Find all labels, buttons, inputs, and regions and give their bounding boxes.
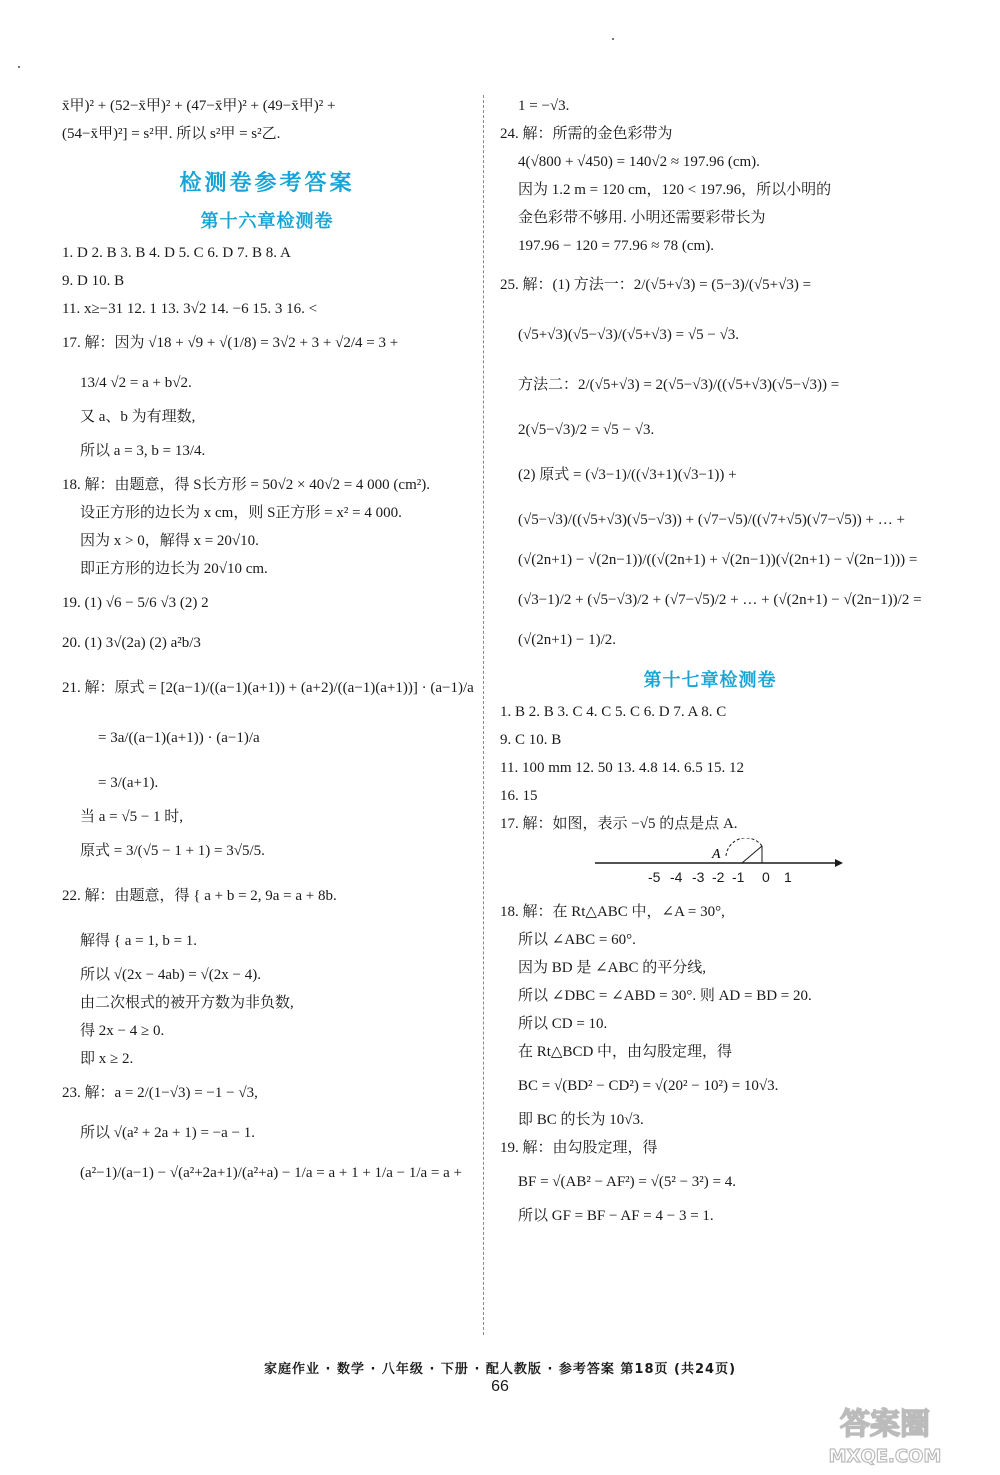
answer-line: 17. 解：因为 √18 + √9 + √(1/8) = 3√2 + 3 + √2/4 = 3 + bbox=[62, 335, 399, 351]
answer-line: 21. 解：原式 = [2(a−1)/((a−1)(a+1)) + (a+2)/((a−1)(a+1))] · (a−1)/a bbox=[62, 680, 474, 696]
hypotenuse-line bbox=[742, 846, 762, 863]
text-line: 197.96 − 120 = 77.96 ≈ 78 (cm). bbox=[518, 238, 714, 254]
answer-line: 因为 BD 是 ∠ABC 的平分线, bbox=[518, 960, 706, 976]
point-a-label: A bbox=[712, 847, 721, 862]
answer-line: 在 Rt△BCD 中，由勾股定理，得 bbox=[518, 1044, 733, 1060]
answer-line: 1. B 2. B 3. C 4. C 5. C 6. D 7. A 8. C bbox=[500, 704, 727, 720]
answer-line: 9. C 10. B bbox=[500, 732, 562, 748]
page-footer: 家庭作业 · 数学 · 八年级 · 下册 · 配人教版 · 参考答案 第18页 (共24页) bbox=[263, 1362, 737, 1377]
answer-line: 19. 解：由勾股定理，得 bbox=[500, 1140, 658, 1156]
answer-line: 当 a = √5 − 1 时, bbox=[80, 809, 184, 825]
answer-line: 又 a、b 为有理数, bbox=[80, 409, 196, 425]
text-line: (√(2n+1) − √(2n−1))/((√(2n+1) + √(2n−1))(√(2n+1) − √(2n−1))) = bbox=[518, 552, 918, 568]
answer-line: 即 x ≥ 2. bbox=[80, 1051, 134, 1067]
answer-line: 设正方形的边长为 x cm，则 S正方形 = x² = 4 000. bbox=[80, 505, 402, 521]
answer-line: = 3/(a+1). bbox=[98, 775, 159, 791]
answer-line: 18. 解：在 Rt△ABC 中，∠A = 30°, bbox=[500, 904, 725, 920]
chapter16-heading: 第十六章检测卷 bbox=[200, 211, 334, 232]
answer-line: 由二次根式的被开方数为非负数, bbox=[80, 995, 294, 1011]
answer-line: 11. 100 mm 12. 50 13. 4.8 14. 6.5 15. 12 bbox=[500, 760, 745, 776]
answer-line: 19. (1) √6 − 5/6 √3 (2) 2 bbox=[62, 595, 209, 611]
answer-line: 所以 ∠ABC = 60°. bbox=[518, 932, 636, 948]
text-line: 2(√5−√3)/2 = √5 − √3. bbox=[518, 422, 655, 438]
text-line: (√3−1)/2 + (√5−√3)/2 + (√7−√5)/2 + … + (√(2n+1) − √(2n−1))/2 = bbox=[518, 592, 922, 608]
answer-line: 所以 GF = BF − AF = 4 − 3 = 1. bbox=[518, 1208, 714, 1224]
left-column bbox=[62, 92, 472, 1193]
watermark-logo bbox=[800, 1400, 970, 1470]
scan-dot bbox=[18, 66, 20, 68]
tick-label: -3 bbox=[692, 869, 705, 885]
right-column bbox=[500, 92, 920, 1230]
answer-line: 1. D 2. B 3. B 4. D 5. C 6. D 7. B 8. A bbox=[62, 245, 291, 261]
answer-line: 23. 解：a = 2/(1−√3) = −1 − √3, bbox=[62, 1085, 258, 1101]
answer-line: 16. 15 bbox=[500, 788, 538, 804]
text-line: 25. 解：(1) 方法一：2/(√5+√3) = (5−3)/(√5+√3) = bbox=[500, 277, 812, 293]
page-number: 66 bbox=[491, 1378, 509, 1395]
answer-line: 18. 解：由题意，得 S长方形 = 50√2 × 40√2 = 4 000 (cm²). bbox=[62, 477, 430, 493]
compass-arc bbox=[726, 838, 762, 856]
arrow-head-icon bbox=[835, 859, 843, 867]
answer-line: 所以 √(a² + 2a + 1) = −a − 1. bbox=[80, 1125, 255, 1141]
text-line: (√5+√3)(√5−√3)/(√5+√3) = √5 − √3. bbox=[518, 327, 740, 343]
text-line: x̄甲)² + (52−x̄甲)² + (47−x̄甲)² + (49−x̄甲)² + bbox=[62, 98, 336, 114]
answer-line: 11. x≥−31 12. 1 13. 3√2 14. −6 15. 3 16. < bbox=[62, 301, 318, 317]
answer-line: = 3a/((a−1)(a+1)) · (a−1)/a bbox=[98, 730, 260, 746]
main-heading: 检测卷参考答案 bbox=[179, 171, 355, 196]
tick-label: -4 bbox=[670, 869, 683, 885]
answer-line: 即正方形的边长为 20√10 cm. bbox=[80, 561, 268, 577]
column-divider bbox=[483, 95, 484, 1335]
answer-line: 得 2x − 4 ≥ 0. bbox=[80, 1023, 165, 1039]
text-line: 1 = −√3. bbox=[518, 98, 570, 114]
text-line: (54−x̄甲)²] = s²甲. 所以 s²甲 = s²乙. bbox=[62, 126, 281, 142]
text-line: 24. 解：所需的金色彩带为 bbox=[500, 126, 673, 142]
tick-label: -2 bbox=[712, 869, 725, 885]
text-line: 方法二：2/(√5+√3) = 2(√5−√3)/((√5+√3)(√5−√3)) = bbox=[518, 377, 840, 393]
answer-line: 所以 √(2x − 4ab) = √(2x − 4). bbox=[80, 967, 261, 983]
scan-dot bbox=[612, 38, 614, 40]
text-line: (2) 原式 = (√3−1)/((√3+1)(√3−1)) + bbox=[518, 467, 737, 483]
answer-line: 所以 ∠DBC = ∠ABD = 30°. 则 AD = BD = 20. bbox=[518, 988, 812, 1004]
answer-line: 所以 a = 3, b = 13/4. bbox=[80, 443, 206, 459]
answer-line: 9. D 10. B bbox=[62, 273, 125, 289]
answer-line: BC = √(BD² − CD²) = √(20² − 10²) = 10√3. bbox=[518, 1078, 779, 1094]
answer-line: 原式 = 3/(√5 − 1 + 1) = 3√5/5. bbox=[80, 843, 265, 859]
tick-label: 1 bbox=[784, 869, 792, 885]
answer-line: 17. 解：如图，表示 −√5 的点是点 A. bbox=[500, 816, 738, 832]
answer-line: BF = √(AB² − AF²) = √(5² − 3²) = 4. bbox=[518, 1174, 737, 1190]
answer-line: 解得 { a = 1, b = 1. bbox=[80, 933, 198, 949]
number-line-figure bbox=[500, 838, 920, 898]
text-line: (√(2n+1) − 1)/2. bbox=[518, 632, 617, 648]
tick-label: 0 bbox=[762, 869, 770, 885]
answer-line: 即 BC 的长为 10√3. bbox=[518, 1112, 644, 1128]
text-line: (√5−√3)/((√5+√3)(√5−√3)) + (√7−√5)/((√7+√5)(√7−√5)) + … + bbox=[518, 512, 905, 528]
answer-line: 20. (1) 3√(2a) (2) a²b/3 bbox=[62, 635, 201, 651]
svg-text:MXQE.COM: MXQE.COM bbox=[828, 1446, 942, 1467]
answer-line: 22. 解：由题意，得 { a + b = 2, 9a = a + 8b. bbox=[62, 888, 337, 904]
chapter17-heading: 第十七章检测卷 bbox=[643, 670, 777, 691]
answer-line: 13/4 √2 = a + b√2. bbox=[80, 375, 192, 391]
answer-line: 所以 CD = 10. bbox=[518, 1016, 608, 1032]
text-line: 金色彩带不够用. 小明还需要彩带长为 bbox=[518, 210, 766, 226]
svg-text:答案圈: 答案圈 bbox=[840, 1407, 930, 1442]
answer-line: 因为 x > 0，解得 x = 20√10. bbox=[80, 533, 259, 549]
text-line: 因为 1.2 m = 120 cm，120 < 197.96，所以小明的 bbox=[518, 182, 832, 198]
text-line: 4(√800 + √450) = 140√2 ≈ 197.96 (cm). bbox=[518, 154, 760, 170]
tick-label: -5 bbox=[648, 869, 661, 885]
tick-label: -1 bbox=[732, 869, 745, 885]
answer-line: (a²−1)/(a−1) − √(a²+2a+1)/(a²+a) − 1/a = a + 1 + 1/a − 1/a = a + bbox=[80, 1165, 462, 1181]
number-line-svg bbox=[500, 838, 920, 898]
